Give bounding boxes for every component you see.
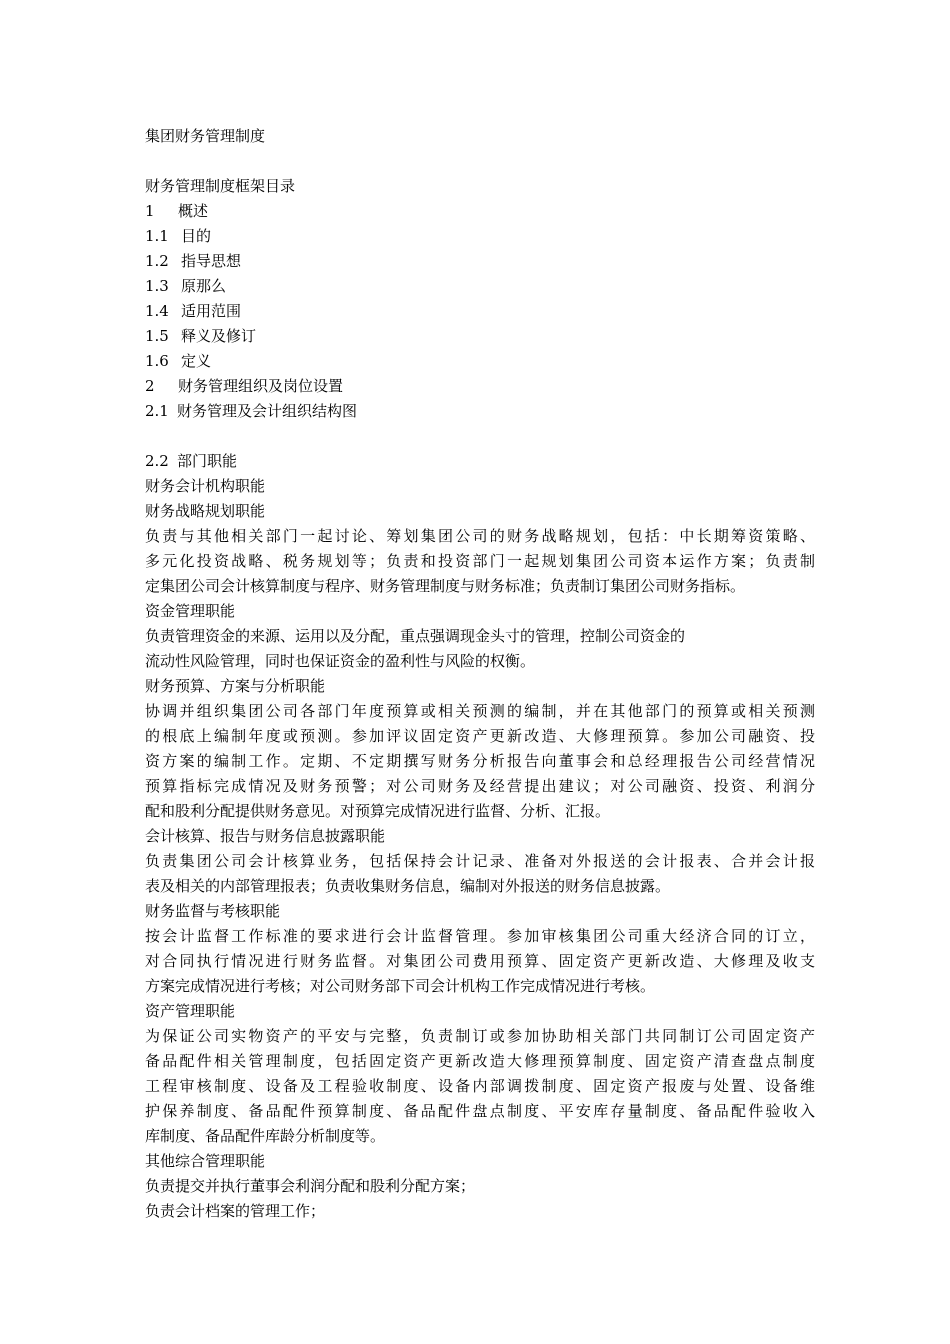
paragraph-line: 协调并组织集团公司各部门年度预算或相关预测的编制，并在其他部门的预算或相关预测 [145,702,815,720]
paragraph-line: 护保养制度、备品配件预算制度、备品配件盘点制度、平安库存量制度、备品配件验收入 [145,1102,815,1120]
toc-list [145,199,815,424]
paragraph-line: 方案完成情况进行考核；对公司财务部下司会计机构工作完成情况进行考核。 [145,977,656,995]
toc-text: 原那么 [181,277,227,295]
paragraph-line: 负责与其他相关部门一起讨论、筹划集团公司的财务战略规划，包括：中长期筹资策略、 [145,527,815,545]
toc-item [145,249,815,274]
toc-item [145,199,815,224]
toc-text: 指导思想 [181,252,242,270]
paragraph-line: 负责会计档案的管理工作； [145,1202,326,1220]
subheading-supervision: 财务监督与考核职能 [145,902,281,920]
toc-text: 定义 [181,352,212,370]
toc-item [145,324,815,349]
toc-number: 1 [145,202,155,220]
toc-item [145,399,815,424]
subheading-budget: 财务预算、方案与分析职能 [145,677,326,695]
paragraph-line: 备品配件相关管理制度，包括固定资产更新改造大修理预算制度、固定资产清查盘点制度 [145,1052,815,1070]
paragraph-line: 负责管理资金的来源、运用以及分配，重点强调现金头寸的管理，控制公司资金的 [145,627,686,645]
toc-number: 1.4 [145,302,169,320]
toc-text: 财务管理组织及岗位设置 [178,377,344,395]
paragraph-line: 对合同执行情况进行财务监督。对集团公司费用预算、固定资产更新改造、大修理及收支 [145,952,815,970]
toc-number: 1.5 [145,327,169,345]
paragraph-line: 负责集团公司会计核算业务，包括保持会计记录、准备对外报送的会计报表、合并会计报 [145,852,815,870]
paragraph-budget [145,699,815,824]
toc-item [145,299,815,324]
paragraph-line: 流动性风险管理，同时也保证资金的盈利性与风险的权衡。 [145,652,536,670]
paragraph-funds [145,624,815,674]
paragraph-line: 定集团公司会计核算制度与程序、财务管理制度与财务标准；负责制订集团公司财务指标。 [145,577,746,595]
paragraph-supervision [145,924,815,999]
subheading-accounting: 会计核算、报告与财务信息披露职能 [145,827,386,845]
subheading-other: 其他综合管理职能 [145,1152,266,1170]
paragraph-line: 库制度、备品配件库龄分析制度等。 [145,1127,386,1145]
paragraph-other [145,1174,815,1224]
toc-text: 适用范围 [181,302,242,320]
toc-title: 财务管理制度框架目录 [145,177,296,195]
paragraph-assets [145,1024,815,1149]
toc-item [145,274,815,299]
paragraph-line: 配和股利分配提供财务意见。对预算完成情况进行监督、分析、汇报。 [145,802,611,820]
toc-text: 释义及修订 [181,327,257,345]
spacer [145,149,815,174]
toc-text: 概述 [178,202,209,220]
paragraph-line: 为保证公司实物资产的平安与完整，负责制订或参加协助相关部门共同制订公司固定资产 [145,1027,815,1045]
paragraph-line: 资方案的编制工作。定期、不定期撰写财务分析报告向董事会和总经理报告公司经营情况 [145,752,815,770]
paragraph-line: 负责提交并执行董事会利润分配和股利分配方案； [145,1177,476,1195]
section-number: 2.2 [145,452,169,470]
paragraph-line: 按会计监督工作标准的要求进行会计监督管理。参加审核集团公司重大经济合同的订立， [145,927,815,945]
toc-number: 1.3 [145,277,169,295]
section-text: 部门职能 [177,452,238,470]
subheading-strategy: 财务战略规划职能 [145,502,266,520]
paragraph-line: 工程审核制度、设备及工程验收制度、设备内部调拨制度、固定资产报废与处置、设备维 [145,1077,815,1095]
toc-item [145,349,815,374]
toc-number: 1.2 [145,252,169,270]
toc-number: 2 [145,377,155,395]
section-heading [145,449,815,474]
paragraph-line: 多元化投资战略、税务规划等；负责和投资部门一起规划集团公司资本运作方案；负责制 [145,552,815,570]
toc-number: 1.6 [145,352,169,370]
paragraph-line: 的根底上编制年度或预测。参加评议固定资产更新改造、大修理预算。参加公司融资、投 [145,727,815,745]
spacer [145,424,815,449]
paragraph-line: 表及相关的内部管理报表；负责收集财务信息，编制对外报送的财务信息披露。 [145,877,671,895]
toc-number: 1.1 [145,227,169,245]
subheading-funds: 资金管理职能 [145,602,236,620]
paragraph-accounting [145,849,815,899]
paragraph-line: 预算指标完成情况及财务预警；对公司财务及经营提出建议；对公司融资、投资、利润分 [145,777,815,795]
subheading-assets: 资产管理职能 [145,1002,236,1020]
toc-item [145,224,815,249]
paragraph-strategy [145,524,815,599]
toc-item [145,374,815,399]
subheading-fin-acct: 财务会计机构职能 [145,477,266,495]
document-title: 集团财务管理制度 [145,127,266,145]
document-page [145,124,815,1224]
toc-text: 目的 [181,227,212,245]
toc-number: 2.1 [145,402,169,420]
toc-text: 财务管理及会计组织结构图 [177,402,358,420]
